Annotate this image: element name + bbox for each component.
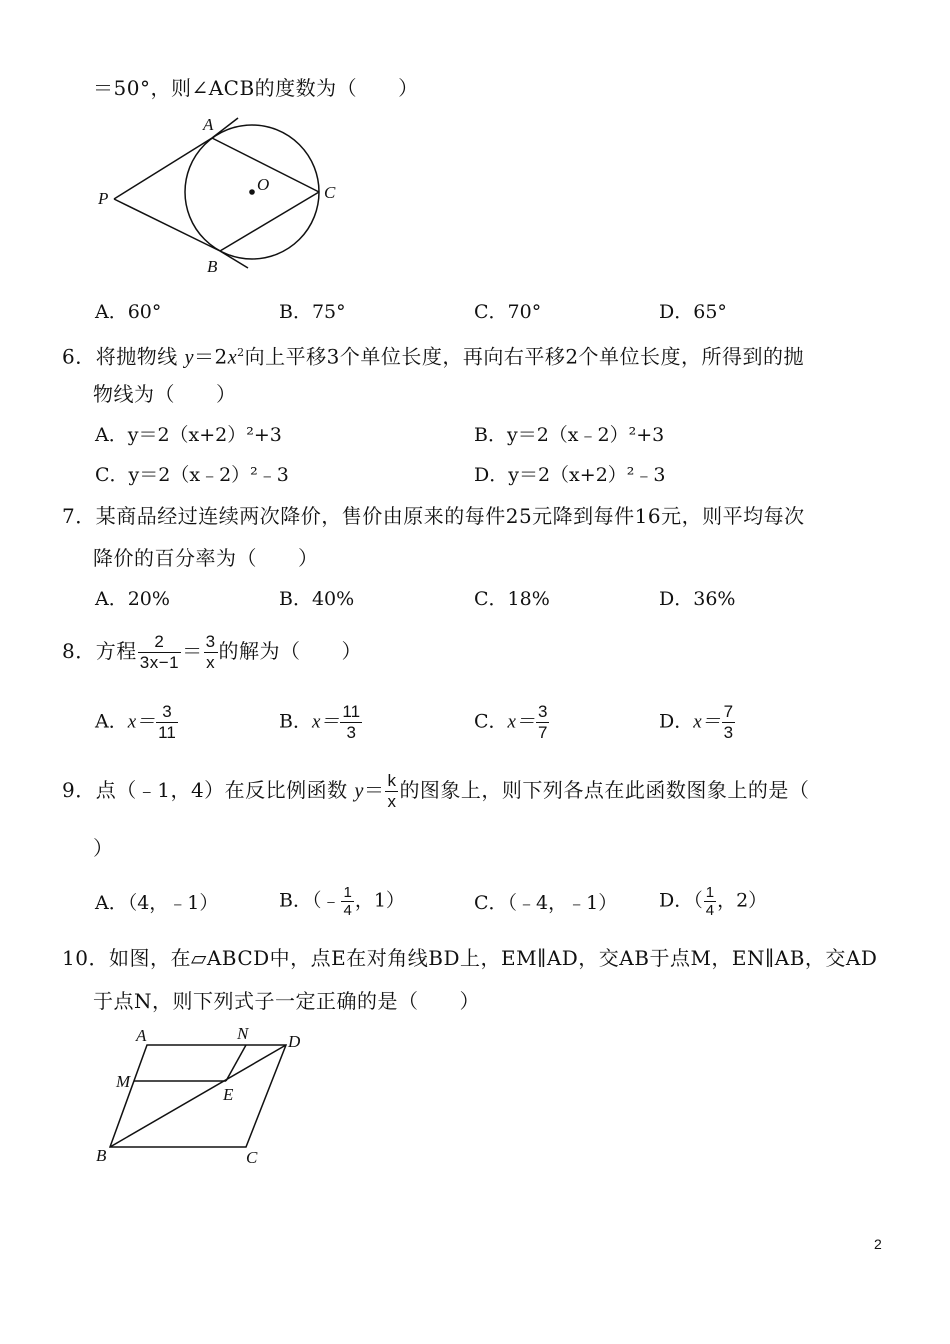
label-e: E — [223, 1085, 234, 1104]
line-pb — [114, 199, 220, 251]
q6-number: 6． — [62, 344, 96, 369]
q9-eq: ＝ — [363, 778, 385, 802]
q6-option-c[interactable]: C．y＝2（x﹣2）²﹣3 — [95, 464, 289, 486]
q5-tail-text: ＝50°，则∠ACB的度数为（ ） — [93, 76, 419, 100]
q9-option-c[interactable]: C．（﹣4，﹣1） — [474, 892, 618, 914]
q9-b-fraction — [341, 884, 353, 919]
q9-fraction — [385, 771, 398, 812]
q8-frac1-num: 2 — [138, 632, 181, 653]
q9-option-b[interactable] — [279, 884, 405, 919]
q6-option-a[interactable]: A．y＝2（x+2）²+3 — [95, 424, 282, 446]
line-bc — [220, 192, 319, 251]
q8-c-num: 3 — [537, 702, 548, 721]
q8-frac2-den: x — [206, 653, 216, 672]
q7-option-d[interactable]: D．36% — [659, 588, 736, 610]
q5-option-b[interactable]: B．75° — [279, 301, 346, 323]
q6-var-y: y — [184, 346, 194, 369]
q5-circle-tangent-figure — [90, 110, 360, 280]
segment-en — [226, 1045, 246, 1081]
q8-d-label: D． — [659, 710, 694, 733]
q7-number: 7． — [62, 504, 96, 528]
q8-c-label: C． — [474, 710, 508, 733]
q8-b-num: 11 — [342, 702, 361, 721]
q8-fraction-1 — [138, 632, 181, 673]
q8-d-fraction — [722, 702, 735, 743]
line-pa — [114, 138, 212, 199]
q6-eq: ＝2 — [193, 344, 228, 369]
q9-number: 9． — [62, 778, 96, 802]
q8-a-num: 3 — [156, 702, 178, 723]
q9-line1 — [62, 771, 809, 812]
q9-line2: ） — [93, 836, 114, 860]
q6-line1 — [62, 341, 804, 370]
q8-fraction-2 — [204, 632, 218, 673]
q8-c-var: x＝ — [507, 711, 535, 733]
q8-c-fraction — [536, 702, 549, 743]
q8-b-fraction — [340, 702, 362, 743]
label-b: B — [207, 257, 218, 276]
center-point-o — [249, 189, 255, 195]
q8-d-num: 7 — [723, 702, 734, 721]
q8-frac2-num: 3 — [205, 632, 216, 651]
q6-text-b: 向上平移3个单位长度，再向右平移2个单位长度，所得到的抛 — [244, 344, 805, 369]
q8-d-var: x＝ — [693, 711, 721, 733]
q8-option-a[interactable] — [95, 702, 179, 743]
q8-a-den: 11 — [158, 723, 176, 742]
q8-option-d[interactable] — [659, 702, 736, 743]
line-tangent-b-ext — [220, 251, 248, 268]
q8-suffix: 的解为（ ） — [218, 639, 363, 663]
q10-text: 如图，在▱ABCD中，点E在对角线BD上，EM∥AD，交AB于点M，EN∥AB，交AD — [108, 946, 878, 970]
q9-option-d[interactable] — [659, 884, 767, 919]
q10-line2: 于点N，则下列式子一定正确的是（ ） — [93, 989, 480, 1013]
q8-c-den: 7 — [537, 723, 548, 742]
q9-b-num: 1 — [343, 884, 352, 901]
q6-var-x: x — [227, 346, 238, 369]
q7-option-b[interactable]: B．40% — [279, 588, 355, 610]
label-o: O — [257, 175, 270, 194]
q8-frac1-den: 3x−1 — [139, 653, 180, 672]
label-c: C — [246, 1148, 258, 1167]
q9-d-label: D．（ — [659, 889, 703, 912]
q10-number: 10． — [62, 946, 109, 970]
q8-b-label: B． — [279, 710, 312, 733]
q9-b-den: 4 — [343, 902, 352, 919]
q8-b-var: x＝ — [311, 711, 340, 733]
q9-d-den: 4 — [705, 902, 715, 919]
q6-text-a: 将抛物线 — [95, 344, 185, 369]
q9-option-a[interactable]: A．（4，﹣1） — [95, 892, 219, 914]
label-n: N — [237, 1025, 249, 1043]
q9-d-num: 1 — [705, 884, 715, 901]
q10-line1 — [62, 946, 877, 970]
q8-line1 — [62, 632, 362, 673]
q6-line2: 物线为（ ） — [93, 382, 237, 406]
q8-a-var: x＝ — [127, 711, 156, 733]
q10-parallelogram-figure — [90, 1025, 320, 1170]
label-m: M — [116, 1072, 131, 1091]
q9-d-fraction — [704, 884, 716, 919]
q7-option-c[interactable]: C．18% — [474, 588, 550, 610]
q8-a-fraction — [156, 702, 178, 743]
q9-suffix: 的图象上，则下列各点在此函数图象上的是（ — [399, 778, 810, 802]
label-c: C — [324, 183, 336, 202]
q5-option-a[interactable]: A．60° — [95, 301, 162, 323]
q8-option-b[interactable] — [279, 702, 363, 743]
label-a: A — [136, 1026, 147, 1045]
q8-number: 8． — [62, 639, 96, 663]
label-b: B — [96, 1146, 107, 1165]
label-p: P — [98, 189, 109, 208]
page-number: 2 — [874, 1236, 882, 1252]
q9-prefix: 点（﹣1，4）在反比例函数 — [95, 778, 355, 802]
q8-eq: ＝ — [182, 639, 203, 663]
q8-prefix: 方程 — [95, 639, 137, 663]
q9-b-rest: ，1） — [354, 889, 405, 912]
label-a: A — [203, 115, 214, 134]
q8-option-c[interactable] — [474, 702, 550, 743]
q6-option-d[interactable]: D．y＝2（x+2）²﹣3 — [474, 464, 666, 486]
q9-d-rest: ，2） — [717, 889, 768, 912]
q8-a-label: A． — [95, 710, 128, 733]
q8-b-den: 3 — [346, 723, 356, 742]
q6-exponent: 2 — [237, 346, 245, 359]
q9-frac-num: k — [387, 771, 397, 790]
q9-b-label: B．（﹣ — [279, 889, 341, 912]
q7-option-a[interactable]: A．20% — [95, 588, 170, 610]
q7-line2: 降价的百分率为（ ） — [93, 546, 319, 570]
q5-option-d[interactable]: D．65° — [659, 301, 727, 323]
label-d: D — [288, 1032, 301, 1051]
q5-option-c[interactable]: C．70° — [474, 301, 542, 323]
diagonal-bd — [110, 1045, 286, 1147]
q8-d-den: 3 — [723, 723, 734, 742]
q9-frac-den: x — [387, 792, 397, 811]
q6-option-b[interactable]: B．y＝2（x﹣2）²+3 — [474, 424, 665, 446]
q9-var-y: y — [354, 780, 364, 802]
q7-line1 — [62, 504, 805, 528]
q7-text: 某商品经过连续两次降价，售价由原来的每件25元降到每件16元，则平均每次 — [95, 504, 805, 528]
